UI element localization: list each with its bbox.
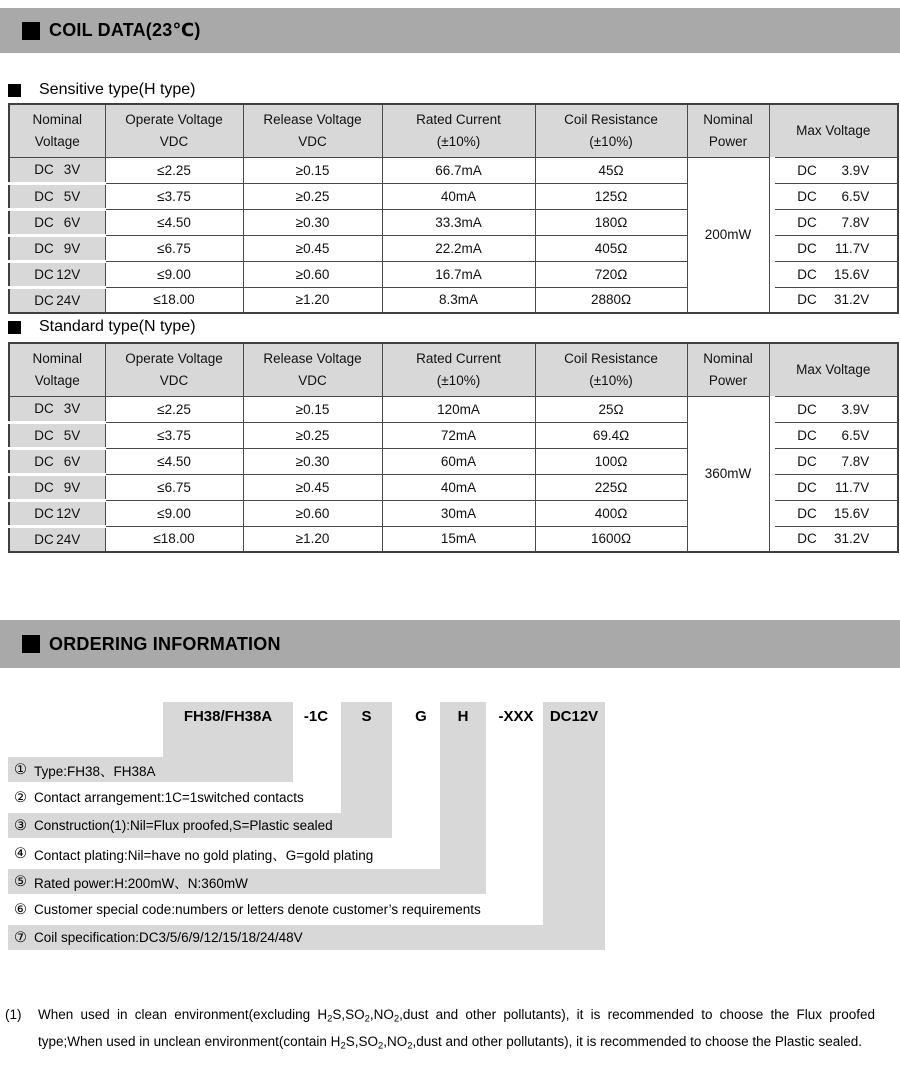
max-voltage-cell <box>769 235 898 261</box>
ordering-item-number: ⑦ <box>14 929 27 946</box>
max-voltage-cell <box>769 209 898 235</box>
table-cell: 33.3mA <box>382 209 535 235</box>
ordering-item <box>8 841 373 866</box>
table-cell: ≤2.25 <box>105 396 243 422</box>
subscript: 2 <box>340 1039 346 1051</box>
ordering-item <box>8 813 392 838</box>
max-voltage-cell <box>769 500 898 526</box>
ordering-code-label: DC12V <box>549 708 599 725</box>
voltage-pair: DC 31.2V <box>797 292 870 307</box>
ordering-item <box>8 897 481 922</box>
max-voltage-cell <box>769 474 898 500</box>
column-header: Coil Resistance (±10%) <box>535 104 687 157</box>
bullet-square-icon <box>22 635 40 653</box>
nominal-power-cell: 360mW <box>687 396 769 552</box>
subscript: 2 <box>393 1013 400 1025</box>
ordering-item <box>8 757 293 782</box>
table-cell: ≤6.75 <box>105 235 243 261</box>
column-header: Release Voltage VDC <box>243 343 382 396</box>
ordering-diagram <box>0 695 900 957</box>
ordering-information-section-bar <box>0 620 900 668</box>
voltage-pair: DC 7.8V <box>797 214 870 230</box>
subscript: 2 <box>407 1039 413 1051</box>
ordering-item-number: ④ <box>14 845 27 862</box>
ordering-item-text: Customer special code:numbers or letters denote customer’s requirements <box>34 902 481 917</box>
table-cell: ≥0.15 <box>243 157 382 183</box>
nominal-voltage-cell <box>9 209 105 235</box>
nominal-voltage-cell <box>9 157 105 183</box>
table-cell: 72mA <box>382 422 535 448</box>
sensitive-type-title <box>8 81 196 99</box>
table-cell: 2880Ω <box>535 287 687 313</box>
ordering-item-number: ⑥ <box>14 901 27 918</box>
table-cell: 25Ω <box>535 396 687 422</box>
table-cell: ≥0.45 <box>243 474 382 500</box>
table-cell: ≤18.00 <box>105 287 243 313</box>
voltage-pair: DC 31.2V <box>797 531 870 546</box>
voltage-pair: DC 6.5V <box>797 188 870 204</box>
nominal-voltage-cell <box>9 448 105 474</box>
section-title: ORDERING INFORMATION <box>49 633 281 654</box>
ordering-item-number: ③ <box>14 817 27 834</box>
column-header: Max Voltage <box>769 104 898 157</box>
ordering-code-label: G <box>415 708 427 725</box>
bullet-square-icon <box>8 321 21 334</box>
voltage-pair: DC 9V <box>34 479 81 495</box>
table-cell: ≥0.60 <box>243 261 382 287</box>
coil-data-section-bar <box>0 8 900 53</box>
max-voltage-cell <box>769 157 898 183</box>
nominal-voltage-cell <box>9 500 105 526</box>
table-cell: ≥0.30 <box>243 209 382 235</box>
table-cell: ≤4.50 <box>105 209 243 235</box>
voltage-pair: DC 3.9V <box>797 162 870 178</box>
max-voltage-cell <box>769 183 898 209</box>
ordering-code-label: H <box>457 708 469 725</box>
max-voltage-cell <box>769 448 898 474</box>
ordering-item-number: ① <box>14 761 27 778</box>
ordering-code-label: FH38/FH38A <box>183 708 273 725</box>
nominal-voltage-cell <box>9 183 105 209</box>
sub-title-label: Standard type(N type) <box>39 318 196 335</box>
table-cell: 40mA <box>382 474 535 500</box>
subscript: 2 <box>364 1013 370 1025</box>
sub-title-label: Sensitive type(H type) <box>39 81 196 98</box>
column-header: Operate Voltage VDC <box>105 343 243 396</box>
table-cell: 30mA <box>382 500 535 526</box>
table-cell: ≤9.00 <box>105 261 243 287</box>
subscript: 2 <box>327 1013 333 1025</box>
voltage-pair: DC 9V <box>34 240 81 256</box>
standard-type-table <box>8 342 899 553</box>
column-header: Rated Current (±10%) <box>382 343 535 396</box>
voltage-pair: DC 7.8V <box>797 453 870 469</box>
nominal-voltage-cell <box>9 422 105 448</box>
table-cell: ≥1.20 <box>243 287 382 313</box>
footnote-text: When used in clean environment(excluding $H_2S,SO_2,NO_2,dust$ and other pollutants), it is recommended to choose the Flux proofed type;When used in unclean environment(contain $H_2S,SO_2,NO_2,dust$ and other pollutants), it is recommended to choose the Plastic sealed. <box>38 1007 875 1051</box>
subscript: 2 <box>377 1039 384 1051</box>
column-header: Release Voltage VDC <box>243 104 382 157</box>
ordering-code-label: -1C <box>303 708 329 725</box>
table-row <box>9 396 898 422</box>
voltage-pair: DC 3V <box>34 162 81 177</box>
table-cell: 400Ω <box>535 500 687 526</box>
ordering-item-text: Contact arrangement:1C=1switched contacts <box>34 790 304 805</box>
ordering-item-number: ⑤ <box>14 873 27 890</box>
ordering-item-text: Construction(1):Nil=Flux proofed,S=Plastic sealed <box>34 818 333 833</box>
table-cell: 15mA <box>382 526 535 552</box>
table-cell: 720Ω <box>535 261 687 287</box>
table-cell: 120mA <box>382 396 535 422</box>
table-cell: ≥0.45 <box>243 235 382 261</box>
voltage-pair: DC 6V <box>34 453 81 469</box>
ordering-item-text: Type:FH38、FH38A <box>34 763 156 779</box>
table-cell: 225Ω <box>535 474 687 500</box>
ordering-item-text: Contact plating:Nil=have no gold plating、G=gold plating <box>34 847 374 863</box>
ordering-item <box>8 869 486 894</box>
max-voltage-cell <box>769 422 898 448</box>
table-cell: ≤18.00 <box>105 526 243 552</box>
sensitive-type-table <box>8 103 899 314</box>
nominal-voltage-cell <box>9 474 105 500</box>
voltage-pair: DC 11.7V <box>797 240 870 256</box>
max-voltage-cell <box>769 526 898 552</box>
bullet-square-icon <box>8 84 21 97</box>
table-cell: 125Ω <box>535 183 687 209</box>
table-row <box>9 157 898 183</box>
ordering-item <box>8 785 304 810</box>
table-cell: ≥0.25 <box>243 183 382 209</box>
table-cell: 405Ω <box>535 235 687 261</box>
nominal-voltage-cell <box>9 235 105 261</box>
table-cell: ≥0.25 <box>243 422 382 448</box>
column-header: Nominal Power <box>687 343 769 396</box>
table-cell: 45Ω <box>535 157 687 183</box>
table-cell: ≤3.75 <box>105 183 243 209</box>
bullet-square-icon <box>22 22 40 40</box>
nominal-voltage-cell <box>9 261 105 287</box>
nominal-voltage-cell <box>9 396 105 422</box>
column-header: Coil Resistance (±10%) <box>535 343 687 396</box>
table-cell: 100Ω <box>535 448 687 474</box>
table-cell: 1600Ω <box>535 526 687 552</box>
table-cell: 8.3mA <box>382 287 535 313</box>
voltage-pair: DC 5V <box>34 427 81 443</box>
column-header: Nominal Power <box>687 104 769 157</box>
ordering-item-text: Rated power:H:200mW、N:360mW <box>34 875 248 891</box>
standard-type-title <box>8 318 196 336</box>
table-cell: 16.7mA <box>382 261 535 287</box>
voltage-pair: DC 12V <box>34 505 81 521</box>
table-cell: ≥0.60 <box>243 500 382 526</box>
ordering-code-label: -XXX <box>498 708 534 725</box>
voltage-pair: DC 24V <box>34 531 81 547</box>
footnote <box>5 1002 885 1055</box>
table-cell: ≥0.15 <box>243 396 382 422</box>
table-cell: 60mA <box>382 448 535 474</box>
nominal-power-cell: 200mW <box>687 157 769 313</box>
voltage-pair: DC 15.6V <box>797 505 870 521</box>
ordering-code-column <box>543 702 605 950</box>
voltage-pair: DC 11.7V <box>797 479 870 495</box>
column-header: Operate Voltage VDC <box>105 104 243 157</box>
table-cell: 69.4Ω <box>535 422 687 448</box>
table-header-row <box>9 343 898 396</box>
voltage-pair: DC 3V <box>34 401 81 416</box>
table-cell: ≤3.75 <box>105 422 243 448</box>
max-voltage-cell <box>769 396 898 422</box>
max-voltage-cell <box>769 261 898 287</box>
table-cell: ≤6.75 <box>105 474 243 500</box>
table-cell: 66.7mA <box>382 157 535 183</box>
voltage-pair: DC 6V <box>34 214 81 230</box>
column-header: Nominal Voltage <box>9 104 105 157</box>
table-cell: ≥1.20 <box>243 526 382 552</box>
nominal-voltage-cell <box>9 287 105 313</box>
table-cell: ≤4.50 <box>105 448 243 474</box>
table-cell: ≥0.30 <box>243 448 382 474</box>
section-title: COIL DATA(23℃) <box>49 20 201 40</box>
nominal-voltage-cell <box>9 526 105 552</box>
ordering-item-text: Coil specification:DC3/5/6/9/12/15/18/24/48V <box>34 930 303 945</box>
max-voltage-cell <box>769 287 898 313</box>
ordering-item <box>8 925 605 950</box>
voltage-pair: DC 24V <box>34 292 81 308</box>
table-cell: 180Ω <box>535 209 687 235</box>
table-cell: ≤9.00 <box>105 500 243 526</box>
column-header: Max Voltage <box>769 343 898 396</box>
table-cell: ≤2.25 <box>105 157 243 183</box>
ordering-item-number: ② <box>14 789 27 806</box>
table-cell: 40mA <box>382 183 535 209</box>
footnote-marker: (1) <box>5 1007 22 1022</box>
table-cell: 22.2mA <box>382 235 535 261</box>
column-header: Nominal Voltage <box>9 343 105 396</box>
voltage-pair: DC 15.6V <box>797 266 870 282</box>
voltage-pair: DC 3.9V <box>797 401 870 417</box>
voltage-pair: DC 12V <box>34 266 81 282</box>
table-header-row <box>9 104 898 157</box>
voltage-pair: DC 5V <box>34 188 81 204</box>
ordering-code-label: S <box>361 708 372 725</box>
voltage-pair: DC 6.5V <box>797 427 870 443</box>
column-header: Rated Current (±10%) <box>382 104 535 157</box>
